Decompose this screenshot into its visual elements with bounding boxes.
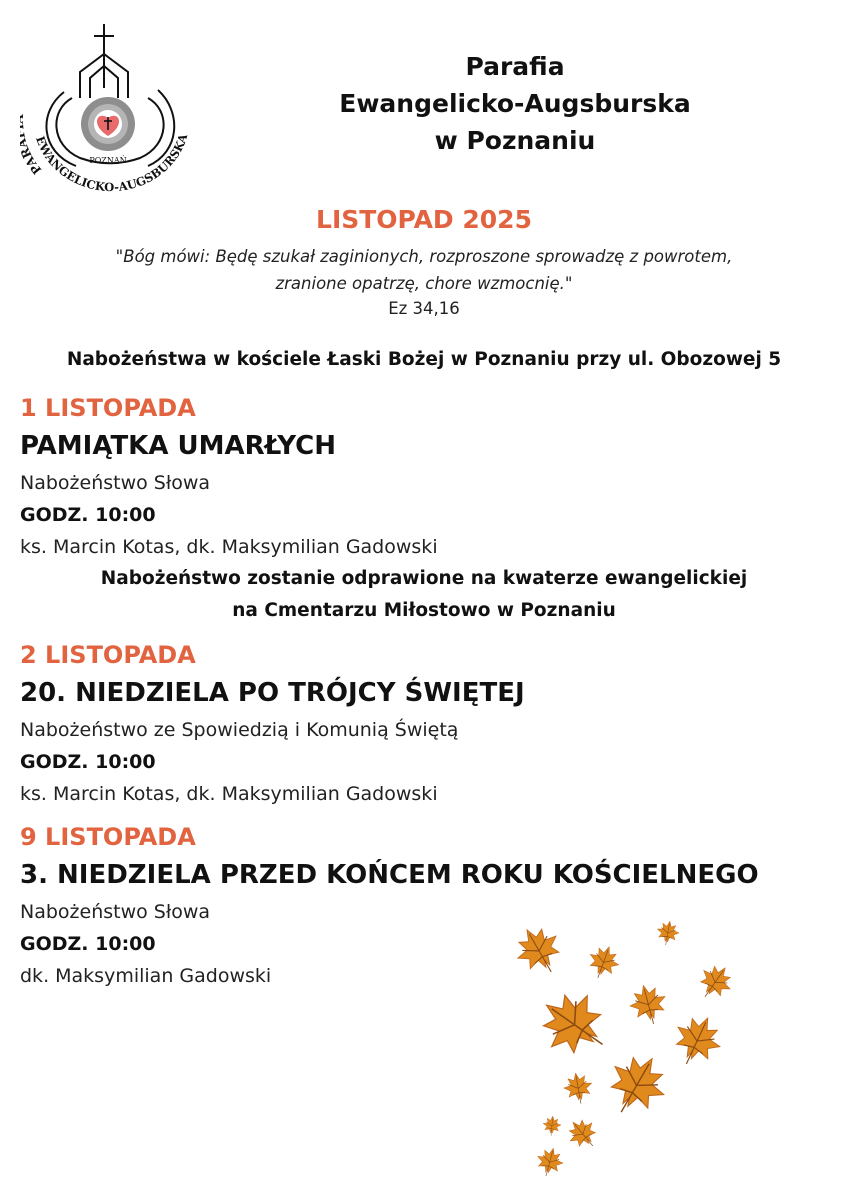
- venue-heading: Nabożeństwa w kościele Łaski Bożej w Poznaniu przy ul. Obozowej 5: [66, 349, 782, 370]
- event-1: [20, 391, 830, 627]
- event-time: GODZ. 10:00: [20, 504, 156, 526]
- event-service-type: Nabożeństwo Słowa: [20, 901, 211, 923]
- leaf-icon: [508, 919, 570, 983]
- leaf-icon: [665, 1008, 728, 1073]
- parish-logo: [20, 20, 200, 195]
- parish-emblem-icon: [20, 20, 200, 195]
- logo-city-text: POZNAŃ: [89, 156, 127, 165]
- logo-ring-bottom-text: EWANGELICKO-AUGSBURSKA: [33, 132, 191, 195]
- leaf-icon: [597, 1045, 676, 1126]
- parish-name-line2: Ewangelicko-Augsburska: [339, 89, 691, 118]
- autumn-leaves-icon: [500, 915, 760, 1200]
- event-clergy: ks. Marcin Kotas, dk. Maksymilian Gadowski: [20, 536, 438, 558]
- leaf-icon: [692, 959, 738, 1006]
- leaf-icon: [626, 981, 671, 1029]
- parish-name-line1: Parafia: [465, 52, 565, 81]
- event-service-type: Nabożeństwo Słowa: [20, 472, 211, 494]
- month-title: LISTOPAD 2025: [316, 205, 532, 234]
- bible-verse: [0, 243, 848, 297]
- event-time: GODZ. 10:00: [20, 751, 156, 773]
- parish-name: [300, 48, 730, 159]
- leaf-icon: [562, 1113, 603, 1155]
- leaf-icon: [542, 1115, 562, 1136]
- event-time: GODZ. 10:00: [20, 933, 156, 955]
- event-clergy: ks. Marcin Kotas, dk. Maksymilian Gadowski: [20, 783, 438, 805]
- event-title: 20. NIEDZIELA PO TRÓJCY ŚWIĘTEJ: [20, 678, 525, 708]
- event-title: PAMIĄTKA UMARŁYCH: [20, 431, 337, 461]
- autumn-leaves-decoration: [500, 915, 760, 1200]
- verse-reference: Ez 34,16: [388, 299, 460, 318]
- verse-line2: zranione opatrzę, chore wzmocnię.": [275, 274, 573, 293]
- event-title: 3. NIEDZIELA PRZED KOŃCEM ROKU KOŚCIELNEGO: [20, 860, 759, 890]
- event-service-type: Nabożeństwo ze Spowiedzią i Komunią Świętą: [20, 719, 459, 741]
- event-clergy: dk. Maksymilian Gadowski: [20, 965, 272, 987]
- parish-name-line3: w Poznaniu: [434, 126, 596, 155]
- event-note-line2: na Cmentarzu Miłostowo w Poznaniu: [232, 600, 616, 621]
- verse-line1: "Bóg mówi: Będę szukał zaginionych, rozproszone sprowadzę z powrotem,: [115, 247, 733, 266]
- event-note-line1: Nabożeństwo zostanie odprawione na kwaterze ewangelickiej: [100, 568, 748, 589]
- event-date: 9 LISTOPADA: [20, 823, 196, 851]
- event-2: [20, 638, 830, 810]
- leaf-icon: [655, 919, 681, 947]
- event-date: 1 LISTOPADA: [20, 394, 196, 422]
- leaf-icon: [562, 1071, 595, 1106]
- logo-ring-left-text: PA: [22, 154, 45, 177]
- leaf-icon: [584, 942, 623, 983]
- leaf-icon: [529, 980, 620, 1070]
- event-date: 2 LISTOPADA: [20, 641, 196, 669]
- leaf-icon: [533, 1145, 566, 1179]
